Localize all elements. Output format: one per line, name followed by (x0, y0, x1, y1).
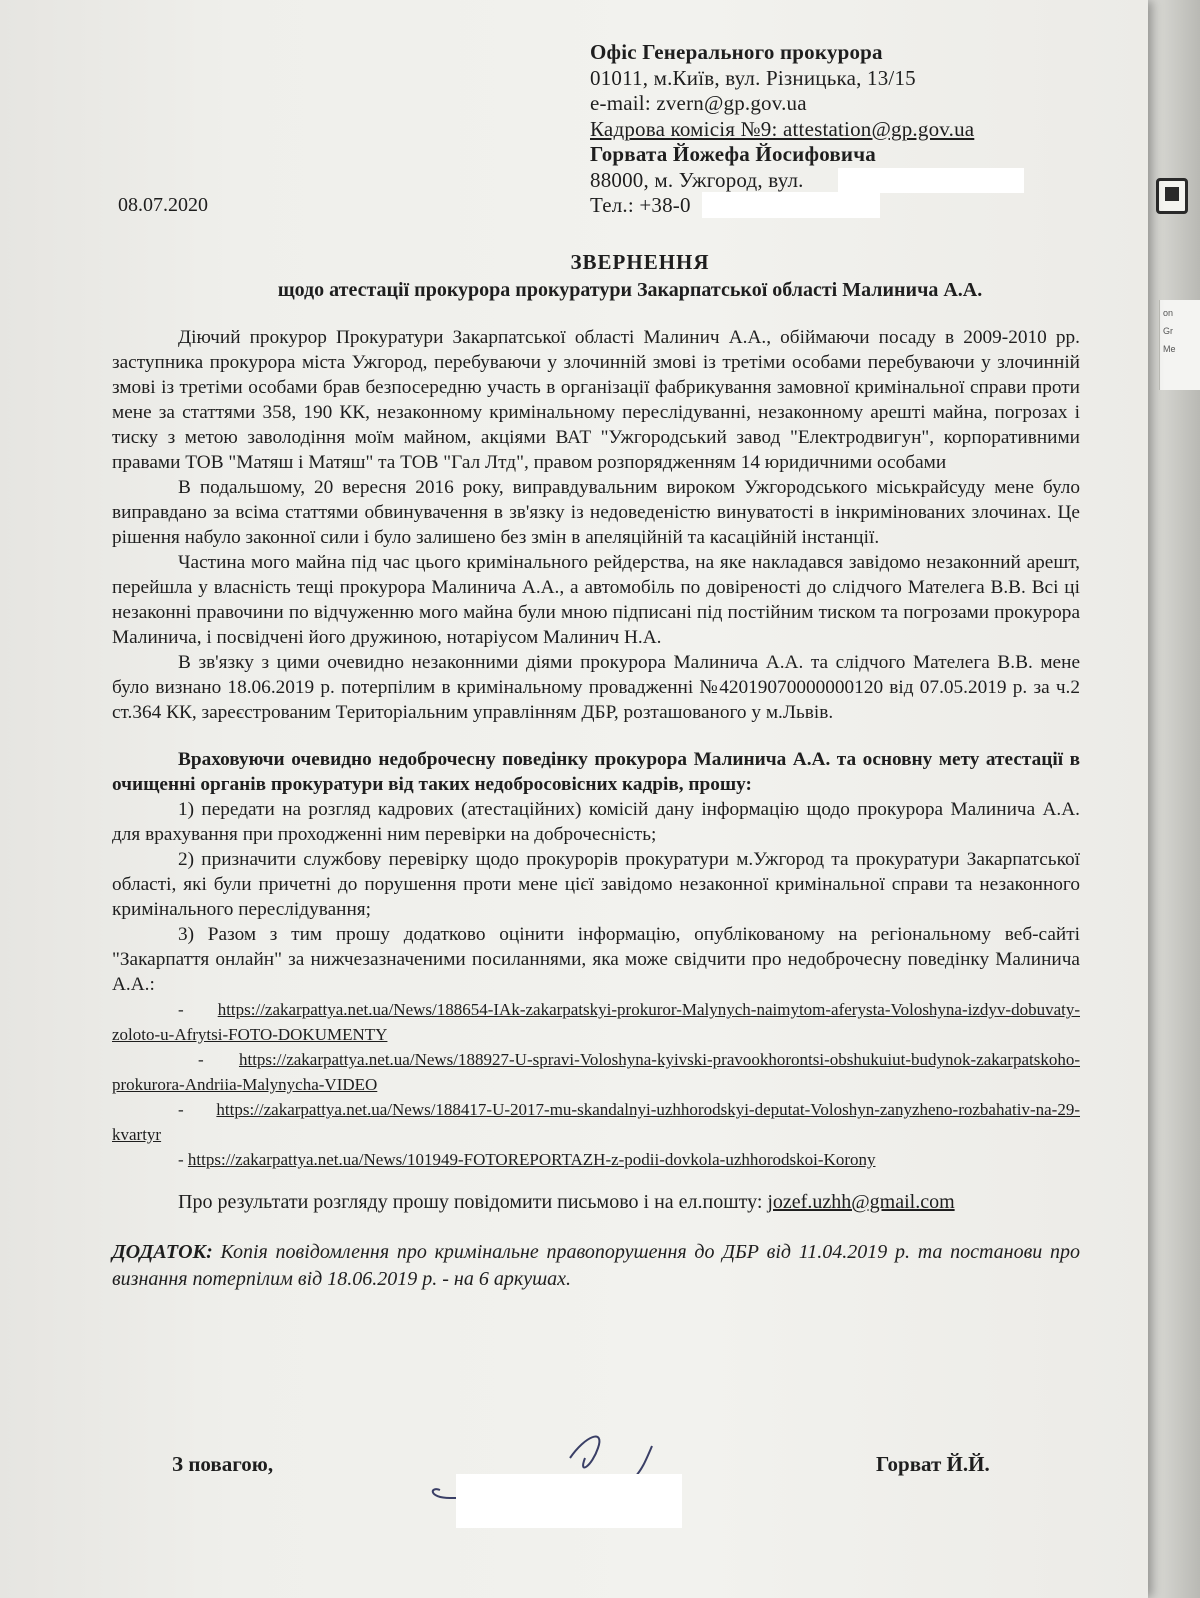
redaction-phone (702, 192, 880, 218)
addendum-text: Копія повідомлення про кримінальне правопорушення до ДБР від 11.04.2019 р. та постанови про визнання потерпілим від 18.06.2019 р. - на 6 аркушах. (112, 1241, 1080, 1290)
request-2: 2) призначити службову перевірку щодо прокурорів прокуратури м.Ужгород та прокуратури Закарпатської області, які були причетні до порушення проти мене цієї завідомо незаконної кримінальної справи та незаконного кримінального переслідування; (112, 849, 1080, 920)
article-link-4[interactable]: https://zakarpattya.net.ua/News/101949-FOTOREPORTAZH-z-podii-dovkola-uzhhorodskoi-Korony (187, 1150, 876, 1169)
link-item: - https://zakarpattya.net.ua/News/188654-IAk-zakarpatskyi-prokuror-Malynych-naimytom-aferysta-Voloshyna-izdyv-dobuvaty-zoloto-u-Afrytsi-FOTO-DOKUMENTY (112, 1000, 1080, 1044)
document-title: ЗВЕРНЕННЯ (570, 250, 710, 274)
commission-email: Кадрова комісія №9: attestation@gp.gov.ua (590, 116, 975, 141)
sender-address: 88000, м. Ужгород, вул. (590, 167, 804, 192)
article-link-1[interactable]: https://zakarpattya.net.ua/News/188654-IAk-zakarpatskyi-prokuror-Malynych-naimytom-aferysta-Voloshyna-izdyv-dobuvaty-zoloto-u-Afrytsi-FOTO-DOKUMENTY (112, 1000, 1080, 1044)
background-edge (1148, 0, 1200, 1598)
redaction-address (838, 168, 1024, 193)
document-body (112, 325, 1080, 1293)
link-item: - https://zakarpattya.net.ua/News/188927-U-spravi-Voloshyna-kyivski-pravookhorontsi-obshukuiut-budynok-zakarpatskoho-prokurora-Andriia-Malynycha-VIDEO (112, 1050, 1080, 1094)
addendum (112, 1239, 1080, 1293)
closing-phrase: З повагою, (172, 1452, 274, 1476)
request-1: 1) передати на розгляд кадрових (атестаційних) комісій дану інформацію щодо прокурора Малинича А.А. для врахування при проходженні ним перевірки на доброчесність; (112, 799, 1080, 845)
article-link-3[interactable]: https://zakarpattya.net.ua/News/188417-U-2017-mu-skandalnyi-uzhhorodskyi-deputat-Voloshyn-zanyzheno-rozbahativ-na-29-kvartyr (112, 1100, 1080, 1144)
request-3: 3) Разом з тим прошу додатково оцінити інформацію, опублікованому на регіональному веб-сайті "Закарпаття онлайн" за нижчезазначеними посиланнями, яка може свідчити про недоброчесну поведінку Малинича А.А.: (112, 924, 1080, 995)
document-subtitle: щодо атестації прокурора прокуратури Закарпатської області Малинича А.А. (277, 279, 983, 301)
paragraph-1: Діючий прокурор Прокуратури Закарпатської області Малинич А.А., обіймаючи посаду в 2009-2010 рр. заступника прокурора міста Ужгород, перебуваючи у злочинній змові із третіми особами перебуваючи у злочинній змові із третіми особами брав безпосередню участь в організації фабрикування замовної кримінальної справи проти мене за статтями 358, 190 КК, незаконному кримінальному переслідуванні, незаконному арешті майна, погрозах і тиску з метою заволодіння моїм майном, акціями ВАТ "Ужгородський завод "Електродвигун", корпоративними правами ТОВ "Матяш і Матяш" та ТОВ "Гал Лтд", правом розпорядженням 14 юридичними особами (112, 327, 1080, 473)
addressee-name: Офіс Генерального прокурора (590, 40, 883, 64)
sender-phone: Тел.: +38-0 (590, 193, 691, 217)
contact-line (112, 1190, 1080, 1215)
link-item: - https://zakarpattya.net.ua/News/101949-FOTOREPORTAZH-z-podii-dovkola-uzhhorodskoi-Korony (178, 1150, 876, 1169)
signer-name: Горват Й.Й. (876, 1452, 990, 1476)
sender-name: Горвата Йожефа Йосифовича (590, 142, 876, 166)
redaction-signature (456, 1474, 682, 1528)
addendum-label: ДОДАТОК: (112, 1241, 213, 1263)
edge-panel: on Gr Me (1159, 300, 1200, 390)
addressee-email: e-mail: zvern@gp.gov.ua (590, 91, 807, 115)
link-item: - https://zakarpattya.net.ua/News/188417-U-2017-mu-skandalnyi-uzhhorodskyi-deputat-Voloshyn-zanyzheno-rozbahativ-na-29-kvartyr (112, 1100, 1080, 1144)
addressee-address: 01011, м.Київ, вул. Різницька, 13/15 (590, 65, 916, 90)
paragraph-2: В подальшому, 20 вересня 2016 року, виправдувальним вироком Ужгородського міськрайсуду мене було виправдано за всіма статтями обвинувачення в зв'язку із недоведеністю винуватості в інкримінованих злочинах. Це рішення набуло законної сили і було залишено без змін в апеляційній та касаційній інстанції. (112, 477, 1080, 548)
document-date: 08.07.2020 (118, 194, 208, 216)
paragraph-3: Частина мого майна під час цього кримінального рейдерства, на яке накладався завідомо незаконний арешт, перейшла у власність тещі прокурора Малинича А.А., а автомобіль по довіреності до слідчого Мателега В.В. Всі ці незаконні правочини по відчуженню мого майна були мною підписані під постійним тиском та погрозами прокурора Малинича, і посвідчені його дружиною, нотаріусом Малинич Н.А. (112, 552, 1080, 648)
edge-icon (1156, 178, 1188, 214)
request-intro: Враховуючи очевидно недоброчесну поведінку прокурора Малинича А.А. та основну мету атестації в очищенні органів прокуратури від таких недобросовісних кадрів, прошу: (112, 749, 1080, 795)
link-list (112, 997, 1080, 1172)
paragraph-4: В зв'язку з цими очевидно незаконними діями прокурора Малинича А.А. та слідчого Мателега В.В. мене було визнано 18.06.2019 р. потерпілим в кримінальному провадженні №42019070000000120 від 07.05.2019 р. за ч.2 ст.364 КК, зареєстрованим Територіальним управлінням ДБР, розташованого у м.Львів. (112, 652, 1080, 723)
contact-email-link[interactable]: jozef.uzhh@gmail.com (767, 1191, 955, 1213)
article-link-2[interactable]: https://zakarpattya.net.ua/News/188927-U-spravi-Voloshyna-kyivski-pravookhorontsi-obshukuiut-budynok-zakarpatskoho-prokurora-Andriia-Malynycha-VIDEO (112, 1050, 1080, 1094)
contact-text: Про результати розгляду прошу повідомити письмово і на ел.пошту: (178, 1191, 763, 1213)
